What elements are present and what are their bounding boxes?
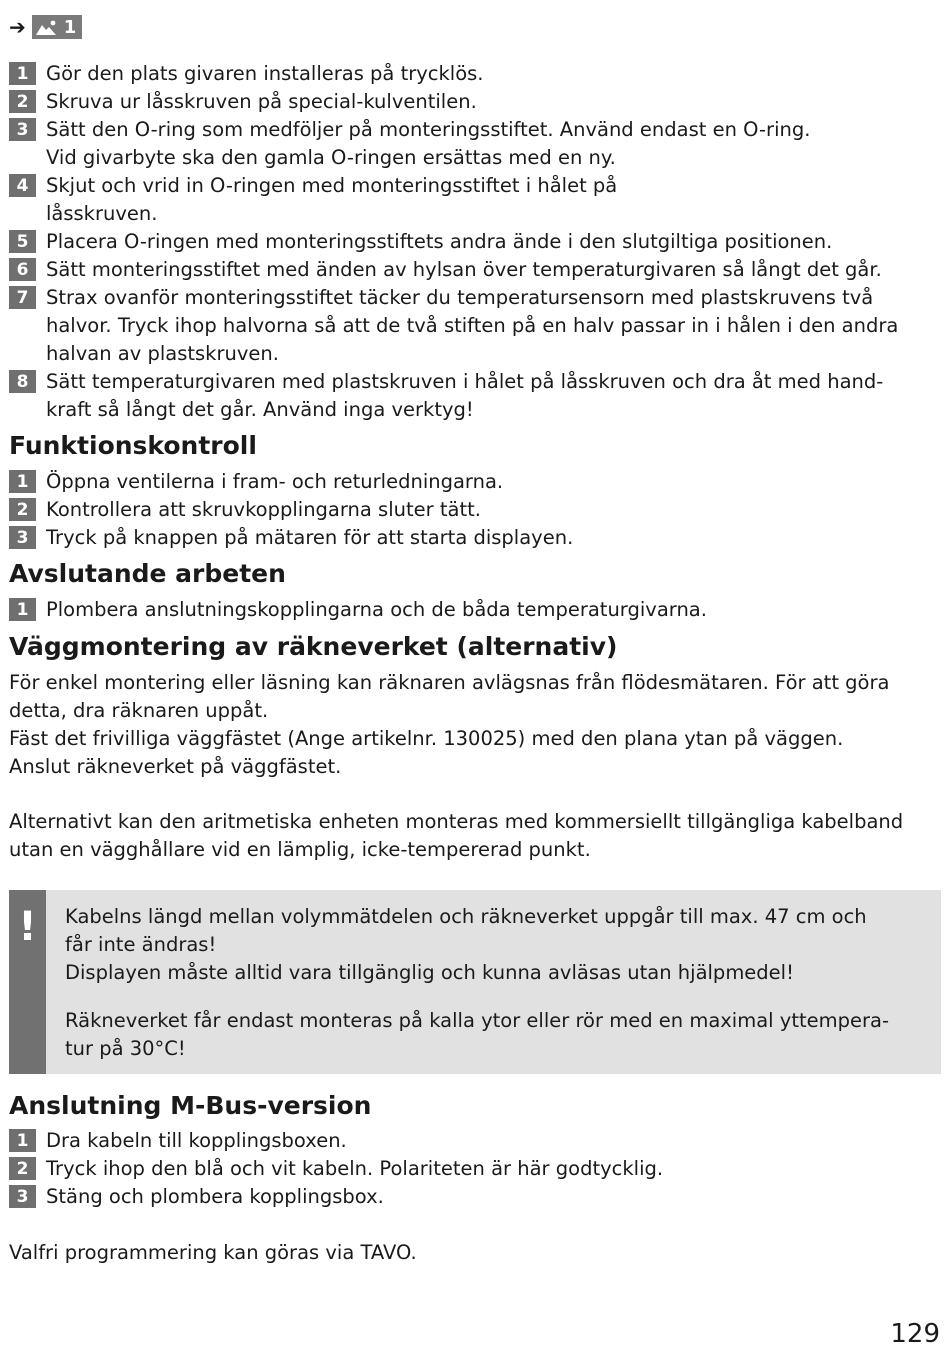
list-item <box>9 1127 941 1155</box>
list-item <box>9 60 941 88</box>
step-text: Sätt temperaturgivaren med plastskruven i hålet på låsskruven och dra åt med hand- kraft så långt det går. Använd inga verktyg! <box>46 370 884 421</box>
section-heading-mbus: Anslutning M-Bus-version <box>9 1091 372 1120</box>
warning-paragraph-2: Räkneverket får endast monteras på kalla ytor eller rör med en maximal yttempera- tur på 30°C! <box>65 1009 889 1060</box>
vagg-paragraph-1: För enkel montering eller läsning kan räknaren avlägsnas från flödesmätaren. För att göra detta, dra räknaren uppåt. Fäst det frivilliga väggfästet (Ange artikelnr. 130025) med den plana ytan på väggen. Anslut räkneverket på väggfästet. <box>9 671 890 778</box>
step-text: Skruva ur låsskruven på special-kulventilen. <box>46 90 477 113</box>
step-text: Dra kabeln till kopplingsboxen. <box>46 1129 347 1152</box>
step-text: Tryck på knappen på mätaren för att starta displayen. <box>46 526 574 549</box>
step-text: Öppna ventilerna i fram- och returledningarna. <box>46 470 504 493</box>
step-text: Placera O-ringen med monteringsstiftets andra ände i den slutgiltiga positionen. <box>46 230 833 253</box>
footer-paragraph: Valfri programmering kan göras via TAVO. <box>9 1241 417 1264</box>
step-number: 3 <box>9 1185 36 1208</box>
figure-reference <box>9 14 82 40</box>
step-text: Sätt monteringsstiftet med änden av hylsan över temperaturgivaren så långt det går. <box>46 258 882 281</box>
step-number: 1 <box>9 598 36 621</box>
step-text: Skjut och vrid in O-ringen med monteringsstiftet i hålet på låsskruven. <box>46 174 618 225</box>
step-number: 2 <box>9 1157 36 1180</box>
list-item <box>9 256 941 284</box>
list-item <box>9 468 941 496</box>
warning-paragraph-1: Kabelns längd mellan volymmätdelen och räkneverket uppgår till max. 47 cm och får inte ändras! Displayen måste alltid vara tillgänglig och kunna avläsas utan hjälpmedel! <box>65 905 867 984</box>
mbus-steps <box>9 1127 941 1211</box>
list-item <box>9 284 941 368</box>
install-steps <box>9 60 941 424</box>
step-number: 6 <box>9 258 36 281</box>
list-item <box>9 524 941 552</box>
list-item <box>9 596 941 624</box>
list-item <box>9 1183 941 1211</box>
list-item <box>9 228 941 256</box>
step-number: 3 <box>9 118 36 141</box>
list-item <box>9 1155 941 1183</box>
funktion-steps <box>9 468 941 552</box>
vagg-paragraph-2: Alternativt kan den aritmetiska enheten monteras med kommersiellt tillgängliga kabelband utan en vägghållare vid en lämplig, icke-tempererad punkt. <box>9 810 904 861</box>
warning-box <box>9 890 941 1074</box>
step-text: Stäng och plombera kopplingsbox. <box>46 1185 384 1208</box>
list-item <box>9 116 941 172</box>
figure-number: 1 <box>63 16 77 38</box>
section-heading-funktionskontroll: Funktionskontroll <box>9 431 257 460</box>
step-number: 4 <box>9 174 36 197</box>
step-number: 5 <box>9 230 36 253</box>
step-text: Tryck ihop den blå och vit kabeln. Polariteten är här godtycklig. <box>46 1157 664 1180</box>
step-text: Sätt den O-ring som medföljer på monteringsstiftet. Använd endast en O-ring. Vid givarbyte ska den gamla O-ringen ersättas med en ny. <box>46 118 811 169</box>
step-number: 7 <box>9 286 36 309</box>
step-text: Plombera anslutningskopplingarna och de båda temperaturgivarna. <box>46 598 707 621</box>
list-item <box>9 496 941 524</box>
list-item <box>9 88 941 116</box>
step-number: 1 <box>9 470 36 493</box>
step-number: 2 <box>9 90 36 113</box>
step-text: Kontrollera att skruvkopplingarna sluter tätt. <box>46 498 481 521</box>
step-number: 8 <box>9 370 36 393</box>
section-heading-vaggmontering: Väggmontering av räkneverket (alternativ) <box>9 632 618 661</box>
step-number: 1 <box>9 62 36 85</box>
step-number: 3 <box>9 526 36 549</box>
step-number: 1 <box>9 1129 36 1152</box>
list-item <box>9 172 941 228</box>
step-text: Gör den plats givaren installeras på trycklös. <box>46 62 484 85</box>
warning-symbol: ! <box>18 904 37 950</box>
figure-badge <box>32 15 83 39</box>
warning-icon <box>9 890 46 1074</box>
section-heading-avslutande: Avslutande arbeten <box>9 559 286 588</box>
list-item <box>9 368 941 424</box>
avslutande-steps <box>9 596 941 624</box>
image-icon <box>36 19 58 35</box>
step-number: 2 <box>9 498 36 521</box>
arrow-right-icon: ➔ <box>9 15 26 39</box>
warning-text <box>46 890 909 1074</box>
step-text: Strax ovanför monteringsstiftet täcker du temperatursensorn med plastskruvens två halvor. Tryck ihop halvorna så att de två stiften på en halv passar in i hålen i den andra halvan av plastskruven. <box>46 286 899 365</box>
page-number: 129 <box>890 1319 940 1349</box>
